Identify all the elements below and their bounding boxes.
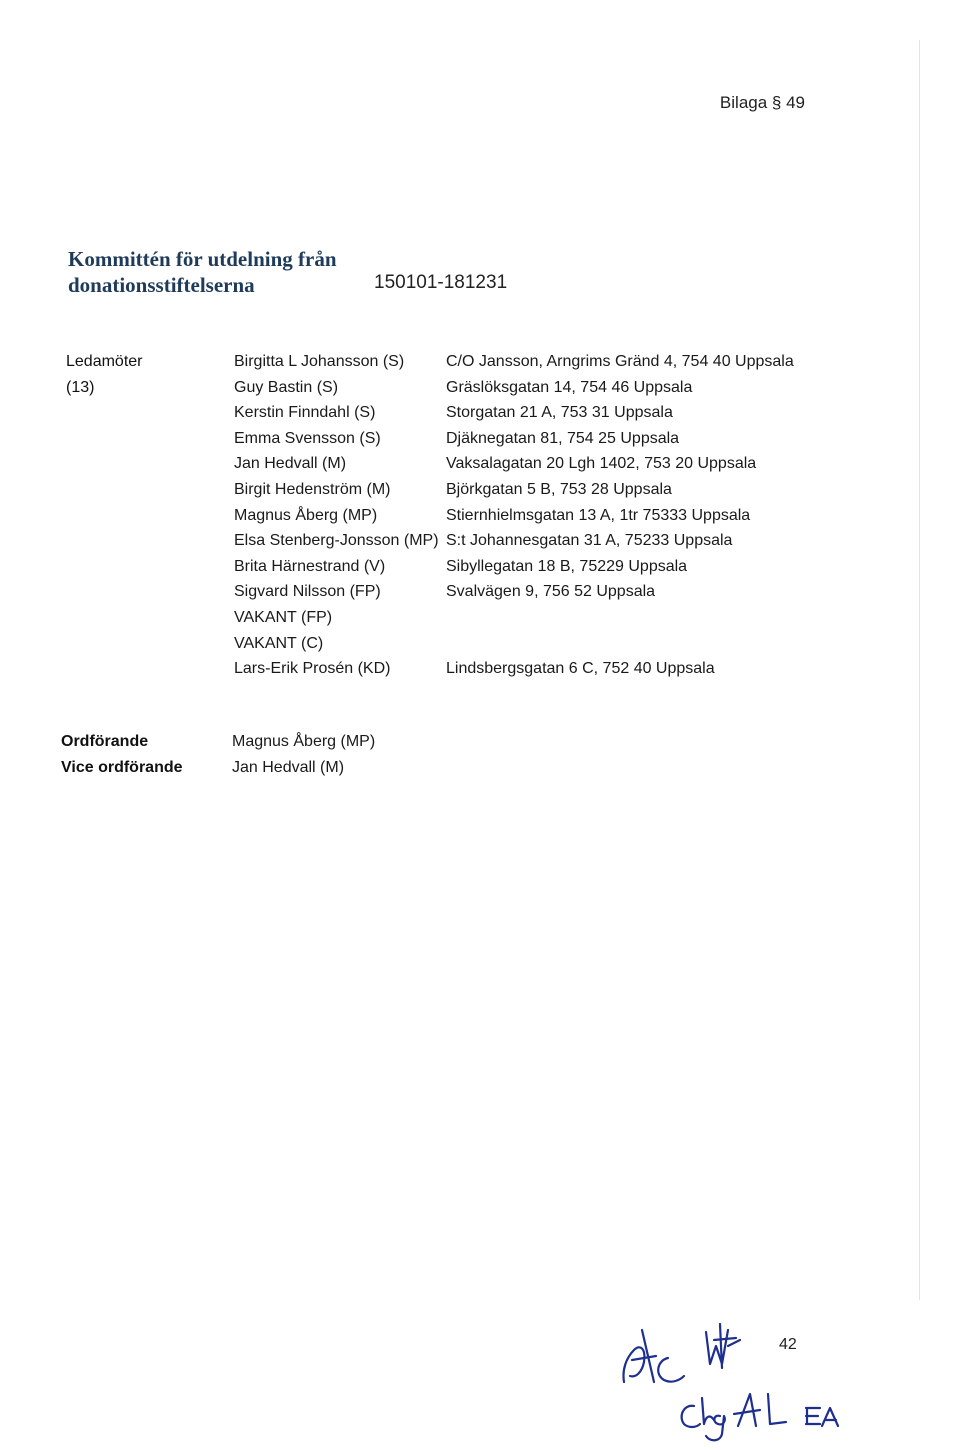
- page-number: 42: [779, 1336, 797, 1353]
- members-count: (13): [66, 378, 95, 396]
- member-name: Elsa Stenberg-Jonsson (MP): [234, 532, 439, 550]
- member-address: Sibyllegatan 18 B, 75229 Uppsala: [446, 557, 688, 575]
- member-name: Brita Härnestrand (V): [234, 557, 386, 575]
- handwritten-initials: [610, 1310, 860, 1445]
- members-label-text: Ledamöter: [66, 353, 143, 370]
- period: 150101-181231: [374, 272, 508, 293]
- member-address: Svalvägen 9, 756 52 Uppsala: [446, 583, 656, 601]
- title-line-1: Kommittén för utdelning från: [68, 247, 337, 271]
- member-address: Vaksalagatan 20 Lgh 1402, 753 20 Uppsala: [446, 455, 757, 473]
- member-name: Birgit Hedenström (M): [234, 480, 391, 498]
- member-name: Lars-Erik Prosén (KD): [234, 660, 391, 678]
- member-address: [446, 631, 794, 657]
- page-edge-line: [919, 40, 920, 1300]
- members-label: [66, 349, 143, 400]
- member-address: [446, 605, 794, 631]
- member-address-list: [446, 349, 794, 682]
- member-name: Birgitta L Johansson (S): [234, 353, 405, 370]
- member-address: Storgatan 21 A, 753 31 Uppsala: [446, 404, 673, 422]
- bilaga-reference: Bilaga § 49: [719, 93, 805, 112]
- member-address: Djäknegatan 81, 754 25 Uppsala: [446, 429, 680, 447]
- member-address: Stiernhielmsgatan 13 A, 1tr 75333 Uppsala: [446, 506, 751, 524]
- vice-chair-name: Jan Hedvall (M): [232, 758, 345, 776]
- member-address: Gräslöksgatan 14, 754 46 Uppsala: [446, 378, 693, 396]
- member-address: S:t Johannesgatan 31 A, 75233 Uppsala: [446, 532, 733, 550]
- member-name: VAKANT (C): [234, 634, 324, 652]
- member-address: C/O Jansson, Arngrims Gränd 4, 754 40 Uppsala: [446, 353, 794, 370]
- vice-chair-label: Vice ordförande: [61, 758, 183, 776]
- chair-name: Magnus Åberg (MP): [232, 733, 376, 750]
- member-name: Guy Bastin (S): [234, 378, 339, 396]
- title-line-2: donationsstiftelserna: [68, 273, 255, 297]
- member-address: Björkgatan 5 B, 753 28 Uppsala: [446, 480, 672, 498]
- role-labels: [61, 729, 183, 780]
- member-name-list: [234, 349, 439, 682]
- member-address: Lindsbergsgatan 6 C, 752 40 Uppsala: [446, 660, 715, 678]
- member-name: Emma Svensson (S): [234, 429, 381, 447]
- document-title: [68, 246, 337, 298]
- member-name: Kerstin Finndahl (S): [234, 404, 376, 422]
- member-name: Jan Hedvall (M): [234, 455, 347, 473]
- role-names: [232, 729, 375, 780]
- member-name: Magnus Åberg (MP): [234, 506, 378, 524]
- chair-label: Ordförande: [61, 733, 149, 750]
- member-name: VAKANT (FP): [234, 608, 333, 626]
- member-name: Sigvard Nilsson (FP): [234, 583, 381, 601]
